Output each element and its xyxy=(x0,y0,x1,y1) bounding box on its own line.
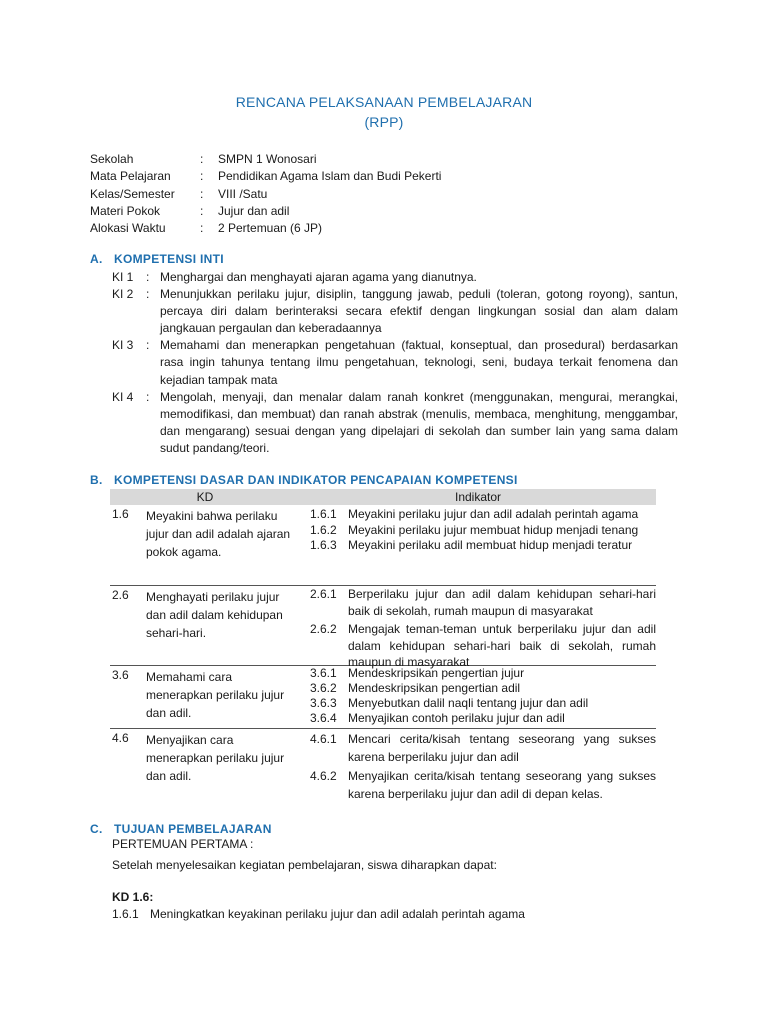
ki-list xyxy=(112,269,678,457)
info-row xyxy=(90,186,441,203)
identity-block xyxy=(90,151,441,237)
section-letter: A. xyxy=(90,252,103,266)
indicator-text: Mendeskripsikan pengertian adil xyxy=(348,681,521,695)
indicator-item xyxy=(310,731,656,766)
ki-text: Memahami dan menerapkan pengetahuan (faktual, konseptual, dan prosedural) berdasarkan rasa ingin tahunya tentang ilmu pengetahuan, teknologi, seni, budaya terkait fenomena dan kejadian tampak mata xyxy=(160,338,678,387)
indicator-item xyxy=(310,506,656,523)
ki-item xyxy=(112,286,678,337)
ki-item xyxy=(112,269,678,286)
info-colon: : xyxy=(200,169,204,184)
table-row xyxy=(110,729,656,819)
indicator-cell xyxy=(310,586,656,669)
info-label: Sekolah xyxy=(90,152,134,166)
indicator-item xyxy=(310,666,656,681)
indicator-item xyxy=(310,621,656,671)
kd-cell xyxy=(110,505,310,585)
indicator-item xyxy=(310,681,656,696)
info-value: 2 Pertemuan (6 JP) xyxy=(218,221,323,236)
indicator-text: Meyakini perilaku jujur dan adil adalah perintah agama xyxy=(348,507,639,521)
ki-text: Menunjukkan perilaku jujur, disiplin, tanggung jawab, peduli (toleran, gotong royong), santun, percaya diri dalam berinteraksi secara efektif dengan lingkungan sosial dan alam dalam jangkauan pergaulan dan keberadaannya xyxy=(160,287,678,336)
indicator-number: 3.6.1 xyxy=(310,666,337,680)
table-header xyxy=(110,489,656,505)
indicator-text: Menyajikan contoh perilaku jujur dan adil xyxy=(348,711,565,725)
indicator-text: Mendeskripsikan pengertian jujur xyxy=(348,666,525,680)
info-value: SMPN 1 Wonosari xyxy=(218,152,317,166)
indicator-number: 1.6.1 xyxy=(310,507,337,521)
document-title: RENCANA PELAKSANAAN PEMBELAJARAN xyxy=(235,94,533,110)
info-label: Kelas/Semester xyxy=(90,186,175,201)
kd-number: 4.6 xyxy=(112,731,129,745)
objective-item xyxy=(112,906,525,923)
document-subtitle: (RPP) xyxy=(364,114,404,130)
info-label: Mata Pelajaran xyxy=(90,169,171,184)
section-letter: C. xyxy=(90,822,103,836)
kd-text: Menghayati perilaku jujur dan adil dalam kehidupan sehari-hari. xyxy=(146,590,283,640)
section-c-heading xyxy=(90,822,272,836)
indicator-text: Meyakini perilaku adil membuat hidup menjadi teratur xyxy=(348,538,633,552)
ki-text: Mengolah, menyaji, dan menalar dalam ranah konkret (menggunakan, mengurai, merangkai, memodifikasi, dan membuat) dan ranah abstrak (menulis, membaca, menghitung, menggambar, dan mengarang) sesuai dengan yang dipelajari di sekolah dan sumber lain yang sama dalam sudut pandang/teori. xyxy=(160,389,678,455)
meeting-label: PERTEMUAN PERTAMA : xyxy=(112,837,254,851)
indicator-number: 2.6.2 xyxy=(310,622,337,636)
section-title: KOMPETENSI DASAR DAN INDIKATOR PENCAPAIAN KOMPETENSI xyxy=(114,473,518,487)
info-value: Pendidikan Agama Islam dan Budi Pekerti xyxy=(218,169,442,184)
column-header-kd: KD xyxy=(196,490,214,504)
indicator-item xyxy=(310,768,656,803)
indicator-text: Berperilaku jujur dan adil dalam kehidupan sehari-hari baik di sekolah, rumah maupun di masyarakat xyxy=(348,587,656,618)
info-label: Materi Pokok xyxy=(90,203,161,218)
info-colon: : xyxy=(200,221,204,236)
info-row xyxy=(90,168,441,185)
table-row xyxy=(110,666,656,729)
indicator-number: 3.6.2 xyxy=(310,681,337,695)
info-colon: : xyxy=(200,152,204,166)
info-row xyxy=(90,220,441,237)
kd-cell xyxy=(110,586,310,665)
ki-code: KI 2 xyxy=(112,287,134,302)
section-title: TUJUAN PEMBELAJARAN xyxy=(114,822,272,836)
info-value: Jujur dan adil xyxy=(218,203,290,218)
indicator-cell xyxy=(310,729,656,819)
kd-number: 2.6 xyxy=(112,588,129,602)
ki-colon: : xyxy=(146,338,150,353)
column-header-indicator: Indikator xyxy=(454,490,502,504)
info-label: Alokasi Waktu xyxy=(90,221,166,236)
indicator-number: 1.6.2 xyxy=(310,522,337,537)
ki-text: Menghargai dan menghayati ajaran agama yang dianutnya. xyxy=(160,270,477,284)
indicator-item xyxy=(310,711,656,726)
indicator-item xyxy=(310,586,656,619)
ki-colon: : xyxy=(146,389,150,404)
kd-cell xyxy=(110,729,310,819)
indicator-text: Menyebutkan dalil naqli tentang jujur dan adil xyxy=(348,696,589,710)
info-colon: : xyxy=(200,186,204,201)
table-row xyxy=(110,586,656,669)
indicator-cell xyxy=(310,505,656,585)
kd-number: 1.6 xyxy=(112,507,129,521)
objective-intro: Setelah menyelesaikan kegiatan pembelajaran, siswa diharapkan dapat: xyxy=(112,858,497,872)
ki-code: KI 3 xyxy=(112,338,134,353)
kd-subheading: KD 1.6: xyxy=(112,890,154,904)
info-colon: : xyxy=(200,203,204,218)
kd-text: Menyajikan cara menerapkan perilaku jujur dan adil. xyxy=(146,733,285,783)
indicator-number: 3.6.3 xyxy=(310,696,337,710)
indicator-item xyxy=(310,522,656,539)
section-b-heading xyxy=(90,473,518,487)
objective-text: Meningkatkan keyakinan perilaku jujur dan adil adalah perintah agama xyxy=(150,907,525,921)
indicator-text: Mencari cerita/kisah tentang seseorang yang sukses karena berperilaku jujur dan adil xyxy=(348,732,656,764)
indicator-number: 4.6.2 xyxy=(310,769,337,783)
info-row xyxy=(90,151,441,168)
indicator-cell xyxy=(310,666,656,728)
indicator-text: Mengajak teman-teman untuk berperilaku jujur dan adil dalam kehidupan sehari-hari baik di sekolah, rumah maupun di masyarakat xyxy=(348,622,656,669)
ki-code: KI 4 xyxy=(112,389,134,404)
ki-colon: : xyxy=(146,287,150,302)
indicator-number: 3.6.4 xyxy=(310,711,337,725)
indicator-number: 4.6.1 xyxy=(310,732,337,746)
kd-number: 3.6 xyxy=(112,668,129,682)
ki-item xyxy=(112,337,678,388)
section-a-heading xyxy=(90,252,224,266)
kd-text: Meyakini bahwa perilaku jujur dan adil adalah ajaran pokok agama. xyxy=(146,509,291,559)
section-title: KOMPETENSI INTI xyxy=(114,252,224,266)
kd-indicator-table xyxy=(110,489,656,819)
kd-cell xyxy=(110,666,310,728)
info-value: VIII /Satu xyxy=(218,186,268,201)
section-letter: B. xyxy=(90,473,103,487)
indicator-item xyxy=(310,538,656,552)
indicator-text: Meyakini perilaku jujur membuat hidup menjadi tenang xyxy=(348,522,639,537)
info-row xyxy=(90,203,441,220)
table-row xyxy=(110,505,656,586)
kd-text: Memahami cara menerapkan perilaku jujur dan adil. xyxy=(146,670,285,720)
ki-item xyxy=(112,389,678,457)
indicator-text: Menyajikan cerita/kisah tentang seseorang yang sukses karena berperilaku jujur dan adil di depan kelas. xyxy=(348,769,656,801)
objective-number: 1.6.1 xyxy=(112,907,139,921)
ki-colon: : xyxy=(146,270,150,284)
ki-code: KI 1 xyxy=(112,270,134,284)
indicator-number: 2.6.1 xyxy=(310,587,337,601)
indicator-number: 1.6.3 xyxy=(310,538,337,552)
indicator-item xyxy=(310,696,656,711)
